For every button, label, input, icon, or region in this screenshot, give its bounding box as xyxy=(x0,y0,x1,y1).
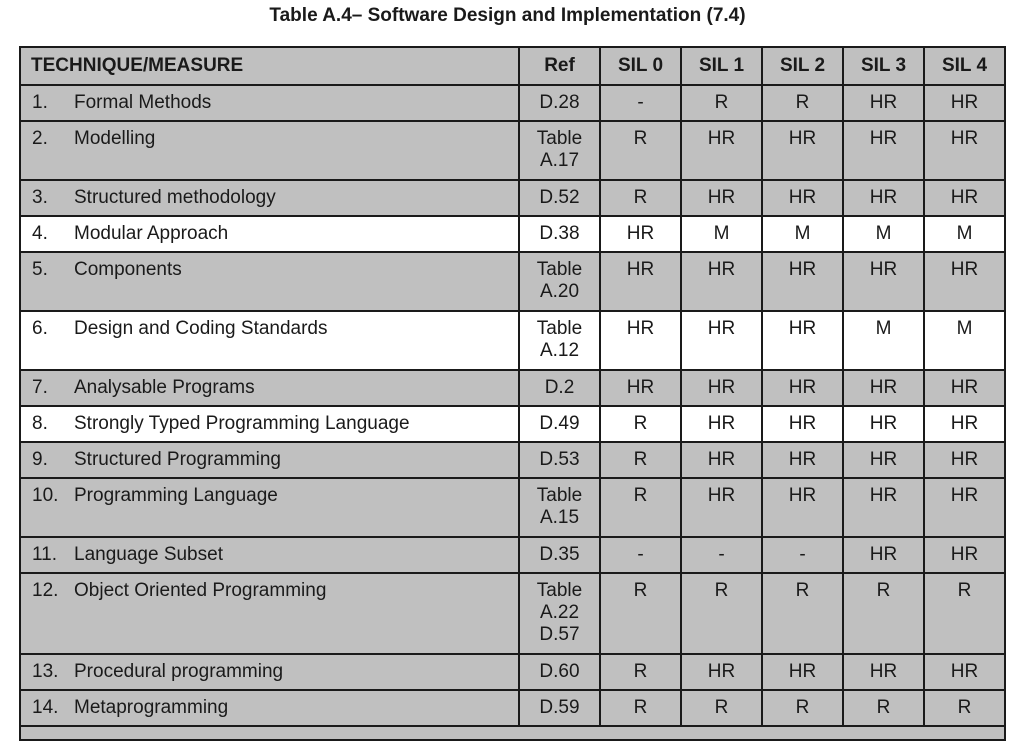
row-number: 3. xyxy=(32,187,48,208)
sil0-cell: R xyxy=(600,573,681,654)
table-row xyxy=(20,478,1005,537)
sil2-cell: HR xyxy=(762,654,843,690)
sil1-cell: R xyxy=(681,690,762,726)
ref-cell xyxy=(519,654,600,690)
ref-line: D.53 xyxy=(539,449,580,470)
ref-line: Table xyxy=(536,485,583,506)
ref-line: Table xyxy=(536,128,583,149)
sil3-cell: M xyxy=(843,216,924,252)
sil4-cell: HR xyxy=(924,654,1005,690)
table-row xyxy=(20,573,1005,654)
ref-cell xyxy=(519,478,600,537)
sil3-cell: HR xyxy=(843,121,924,180)
sil3-cell: HR xyxy=(843,85,924,121)
sil4-cell: HR xyxy=(924,370,1005,406)
technique-cell xyxy=(20,573,519,654)
technique-name: Structured Programming xyxy=(74,449,281,470)
sil2-cell: HR xyxy=(762,252,843,311)
sil0-cell: - xyxy=(600,537,681,573)
ref-cell xyxy=(519,216,600,252)
table-row xyxy=(20,442,1005,478)
sil0-cell: HR xyxy=(600,216,681,252)
header-sil4: SIL 4 xyxy=(924,47,1005,85)
row-number: 10. xyxy=(32,485,59,506)
technique-name: Programming Language xyxy=(74,485,278,506)
technique-cell xyxy=(20,180,519,216)
header-row xyxy=(20,47,1005,85)
header-sil3: SIL 3 xyxy=(843,47,924,85)
technique-name: Modular Approach xyxy=(74,223,229,244)
ref-line: Table xyxy=(536,580,583,601)
sil4-cell: HR xyxy=(924,85,1005,121)
ref-line: Table xyxy=(536,259,583,280)
sil1-cell: - xyxy=(681,537,762,573)
sil1-cell: HR xyxy=(681,406,762,442)
table-row xyxy=(20,85,1005,121)
technique-cell xyxy=(20,121,519,180)
technique-name: Components xyxy=(74,259,182,280)
row-number: 9. xyxy=(32,449,48,470)
sil4-cell: HR xyxy=(924,478,1005,537)
sil2-cell: HR xyxy=(762,180,843,216)
table-row xyxy=(20,690,1005,726)
ref-cell xyxy=(519,370,600,406)
row-number: 11. xyxy=(32,544,58,565)
sil3-cell: HR xyxy=(843,442,924,478)
ref-cell xyxy=(519,442,600,478)
row-number: 8. xyxy=(32,413,48,434)
table-row xyxy=(20,311,1005,370)
sil0-cell: HR xyxy=(600,311,681,370)
sil1-cell: HR xyxy=(681,478,762,537)
ref-cell xyxy=(519,537,600,573)
sil0-cell: HR xyxy=(600,252,681,311)
technique-name: Strongly Typed Programming Language xyxy=(74,413,410,434)
table-row xyxy=(20,252,1005,311)
sil0-cell: R xyxy=(600,654,681,690)
sil0-cell: R xyxy=(600,121,681,180)
ref-cell xyxy=(519,311,600,370)
ref-line: D.52 xyxy=(539,187,580,208)
technique-cell xyxy=(20,252,519,311)
sil4-cell: HR xyxy=(924,406,1005,442)
technique-cell xyxy=(20,311,519,370)
row-number: 5. xyxy=(32,259,48,280)
sil3-cell: M xyxy=(843,311,924,370)
sil0-cell: R xyxy=(600,478,681,537)
sil3-cell: HR xyxy=(843,370,924,406)
table-row xyxy=(20,180,1005,216)
technique-name: Procedural programming xyxy=(74,661,284,682)
table-body xyxy=(20,85,1005,740)
sil2-cell: R xyxy=(762,690,843,726)
row-number: 13. xyxy=(32,661,59,682)
header-sil1: SIL 1 xyxy=(681,47,762,85)
ref-line: D.2 xyxy=(544,377,575,398)
sil4-cell: HR xyxy=(924,252,1005,311)
sil0-cell: - xyxy=(600,85,681,121)
technique-name: Metaprogramming xyxy=(74,697,229,718)
row-number: 6. xyxy=(32,318,48,339)
row-number: 7. xyxy=(32,377,48,398)
row-number: 4. xyxy=(32,223,48,244)
sil2-cell: - xyxy=(762,537,843,573)
header-ref: Ref xyxy=(519,47,600,85)
ref-line: A.20 xyxy=(539,281,580,302)
sil3-cell: HR xyxy=(843,406,924,442)
sil1-cell: HR xyxy=(681,180,762,216)
table-row xyxy=(20,537,1005,573)
ref-line: A.17 xyxy=(539,150,580,171)
sil3-cell: R xyxy=(843,690,924,726)
sil4-cell: M xyxy=(924,216,1005,252)
sil1-cell: HR xyxy=(681,121,762,180)
ref-line: D.59 xyxy=(539,697,580,718)
sil1-cell: HR xyxy=(681,252,762,311)
technique-name: Analysable Programs xyxy=(74,377,255,398)
technique-cell xyxy=(20,85,519,121)
ref-line: D.57 xyxy=(539,624,580,645)
row-number: 12. xyxy=(32,580,59,601)
sil0-cell: R xyxy=(600,406,681,442)
sil4-cell: HR xyxy=(924,442,1005,478)
sil3-cell: HR xyxy=(843,478,924,537)
requirements-table xyxy=(19,46,1006,741)
sil1-cell: HR xyxy=(681,370,762,406)
sil4-cell: R xyxy=(924,573,1005,654)
ref-line: D.35 xyxy=(539,544,580,565)
table-row xyxy=(20,121,1005,180)
sil0-cell: R xyxy=(600,180,681,216)
sil0-cell: HR xyxy=(600,370,681,406)
table-row xyxy=(20,406,1005,442)
header-sil2: SIL 2 xyxy=(762,47,843,85)
header-sil0: SIL 0 xyxy=(600,47,681,85)
technique-cell xyxy=(20,442,519,478)
row-number: 1. xyxy=(32,92,48,113)
ref-cell xyxy=(519,690,600,726)
sil2-cell: HR xyxy=(762,121,843,180)
sil1-cell: R xyxy=(681,85,762,121)
technique-cell xyxy=(20,654,519,690)
ref-line: D.49 xyxy=(539,413,580,434)
ref-cell xyxy=(519,406,600,442)
ref-line: D.28 xyxy=(539,92,580,113)
sil0-cell: R xyxy=(600,690,681,726)
technique-cell xyxy=(20,406,519,442)
table-row xyxy=(20,370,1005,406)
sil4-cell: R xyxy=(924,690,1005,726)
sil3-cell: HR xyxy=(843,654,924,690)
technique-name: Structured methodology xyxy=(74,187,276,208)
sil4-cell: HR xyxy=(924,121,1005,180)
technique-cell xyxy=(20,478,519,537)
cutoff-cell xyxy=(20,726,1005,740)
ref-line: D.38 xyxy=(539,223,580,244)
ref-cell xyxy=(519,180,600,216)
ref-line: D.60 xyxy=(539,661,580,682)
sil2-cell: HR xyxy=(762,370,843,406)
sil1-cell: R xyxy=(681,573,762,654)
sil4-cell: M xyxy=(924,311,1005,370)
ref-cell xyxy=(519,121,600,180)
sil4-cell: HR xyxy=(924,537,1005,573)
ref-cell xyxy=(519,252,600,311)
ref-cell xyxy=(519,573,600,654)
row-number: 2. xyxy=(32,128,48,149)
table-row xyxy=(20,654,1005,690)
technique-cell xyxy=(20,537,519,573)
technique-name: Language Subset xyxy=(74,544,223,565)
ref-line: A.22 xyxy=(539,602,580,623)
sil3-cell: R xyxy=(843,573,924,654)
sil1-cell: HR xyxy=(681,311,762,370)
sil2-cell: M xyxy=(762,216,843,252)
sil1-cell: M xyxy=(681,216,762,252)
ref-line: A.12 xyxy=(539,340,580,361)
row-number: 14. xyxy=(32,697,59,718)
technique-name: Modelling xyxy=(74,128,156,149)
sil2-cell: HR xyxy=(762,311,843,370)
table-row xyxy=(20,216,1005,252)
sil2-cell: HR xyxy=(762,406,843,442)
sil2-cell: HR xyxy=(762,478,843,537)
ref-cell xyxy=(519,85,600,121)
sil4-cell: HR xyxy=(924,180,1005,216)
sil1-cell: HR xyxy=(681,654,762,690)
sil3-cell: HR xyxy=(843,252,924,311)
sil2-cell: HR xyxy=(762,442,843,478)
sil2-cell: R xyxy=(762,85,843,121)
technique-name: Object Oriented Programming xyxy=(74,580,327,601)
sil0-cell: R xyxy=(600,442,681,478)
table-row-cutoff xyxy=(20,726,1005,740)
table-title: Table A.4– Software Design and Implementation (7.4) xyxy=(269,5,746,26)
header-technique: TECHNIQUE/MEASURE xyxy=(20,47,519,85)
technique-cell xyxy=(20,216,519,252)
sil3-cell: HR xyxy=(843,180,924,216)
sil2-cell: R xyxy=(762,573,843,654)
sil3-cell: HR xyxy=(843,537,924,573)
technique-cell xyxy=(20,370,519,406)
ref-line: A.15 xyxy=(539,507,580,528)
technique-name: Design and Coding Standards xyxy=(74,318,328,339)
sil1-cell: HR xyxy=(681,442,762,478)
ref-line: Table xyxy=(536,318,583,339)
technique-cell xyxy=(20,690,519,726)
technique-name: Formal Methods xyxy=(74,92,212,113)
